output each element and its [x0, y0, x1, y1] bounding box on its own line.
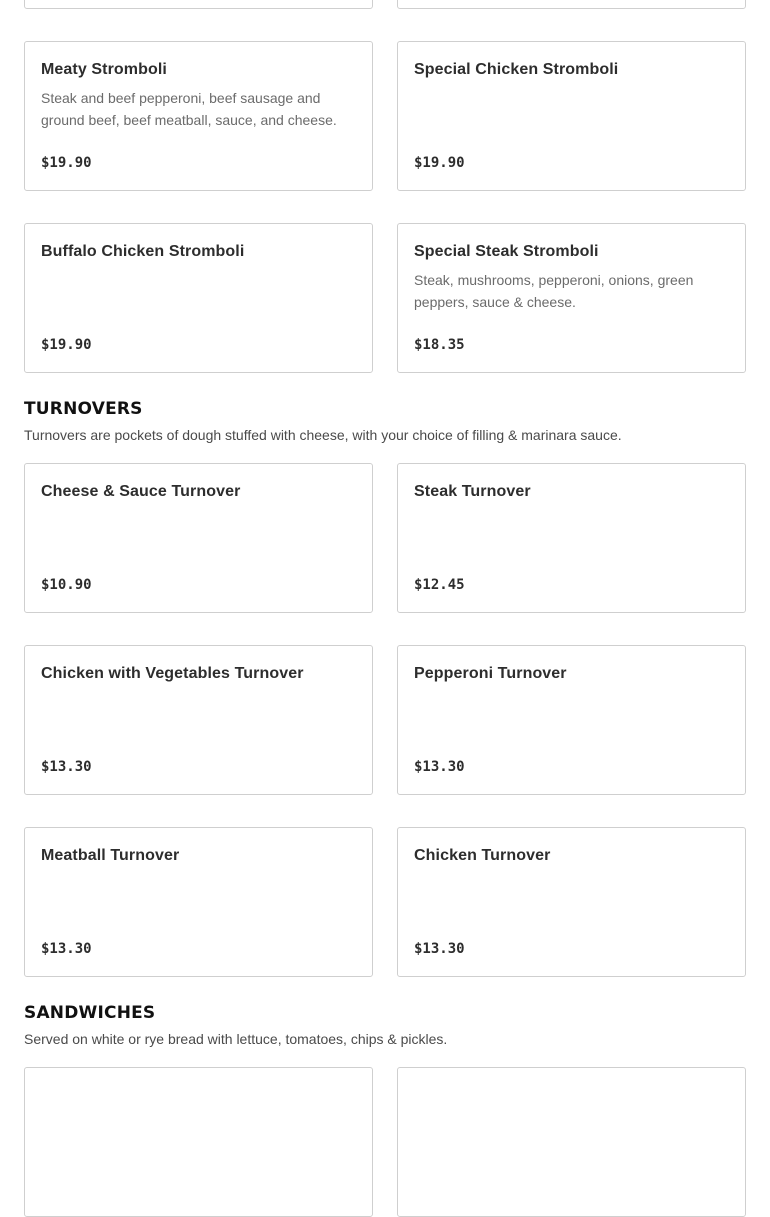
menu-item-card[interactable] — [24, 1067, 373, 1217]
section-title-turnovers: TURNOVERS — [24, 399, 143, 419]
item-name: Special Steak Stromboli — [414, 243, 599, 260]
item-name: Meaty Stromboli — [41, 61, 167, 78]
item-price: $19.90 — [414, 155, 465, 171]
item-price: $18.35 — [414, 337, 465, 353]
item-name: Special Chicken Stromboli — [414, 61, 619, 78]
item-price: $13.30 — [414, 941, 465, 957]
menu-item-card[interactable] — [24, 41, 373, 191]
menu-item-card[interactable] — [397, 41, 746, 191]
item-price: $12.45 — [414, 577, 465, 593]
menu-item-card[interactable] — [397, 463, 746, 613]
section-description: Turnovers are pockets of dough stuffed with cheese, with your choice of filling & marinara sauce. — [24, 427, 622, 443]
item-description: Steak and beef pepperoni, beef sausage and ground beef, beef meatball, sauce, and cheese. — [41, 90, 337, 128]
item-name: Chicken Turnover — [414, 847, 551, 864]
menu-item-card[interactable] — [397, 645, 746, 795]
section-title-sandwiches: SANDWICHES — [24, 1003, 156, 1023]
item-price: $10.90 — [41, 577, 92, 593]
item-price: $13.30 — [41, 759, 92, 775]
item-description: Steak, mushrooms, pepperoni, onions, green peppers, sauce & cheese. — [414, 272, 694, 310]
menu-item-card[interactable] — [397, 223, 746, 373]
item-price: $19.90 — [41, 155, 92, 171]
menu-item-card[interactable] — [397, 1067, 746, 1217]
menu-item-card[interactable] — [24, 223, 373, 373]
item-name: Steak Turnover — [414, 483, 531, 500]
menu-item-card[interactable] — [397, 0, 746, 9]
item-name: Buffalo Chicken Stromboli — [41, 243, 245, 260]
menu-item-card[interactable] — [397, 827, 746, 977]
item-name: Chicken with Vegetables Turnover — [41, 665, 304, 682]
item-price: $19.90 — [41, 337, 92, 353]
item-name: Meatball Turnover — [41, 847, 180, 864]
item-name: Pepperoni Turnover — [414, 665, 567, 682]
menu-item-card[interactable] — [24, 463, 373, 613]
item-price: $13.30 — [414, 759, 465, 775]
menu-item-card[interactable] — [24, 0, 373, 9]
item-price: $13.30 — [41, 941, 92, 957]
menu-item-card[interactable] — [24, 827, 373, 977]
item-name: Cheese & Sauce Turnover — [41, 483, 241, 500]
section-description: Served on white or rye bread with lettuce, tomatoes, chips & pickles. — [24, 1031, 448, 1047]
menu-item-card[interactable] — [24, 645, 373, 795]
